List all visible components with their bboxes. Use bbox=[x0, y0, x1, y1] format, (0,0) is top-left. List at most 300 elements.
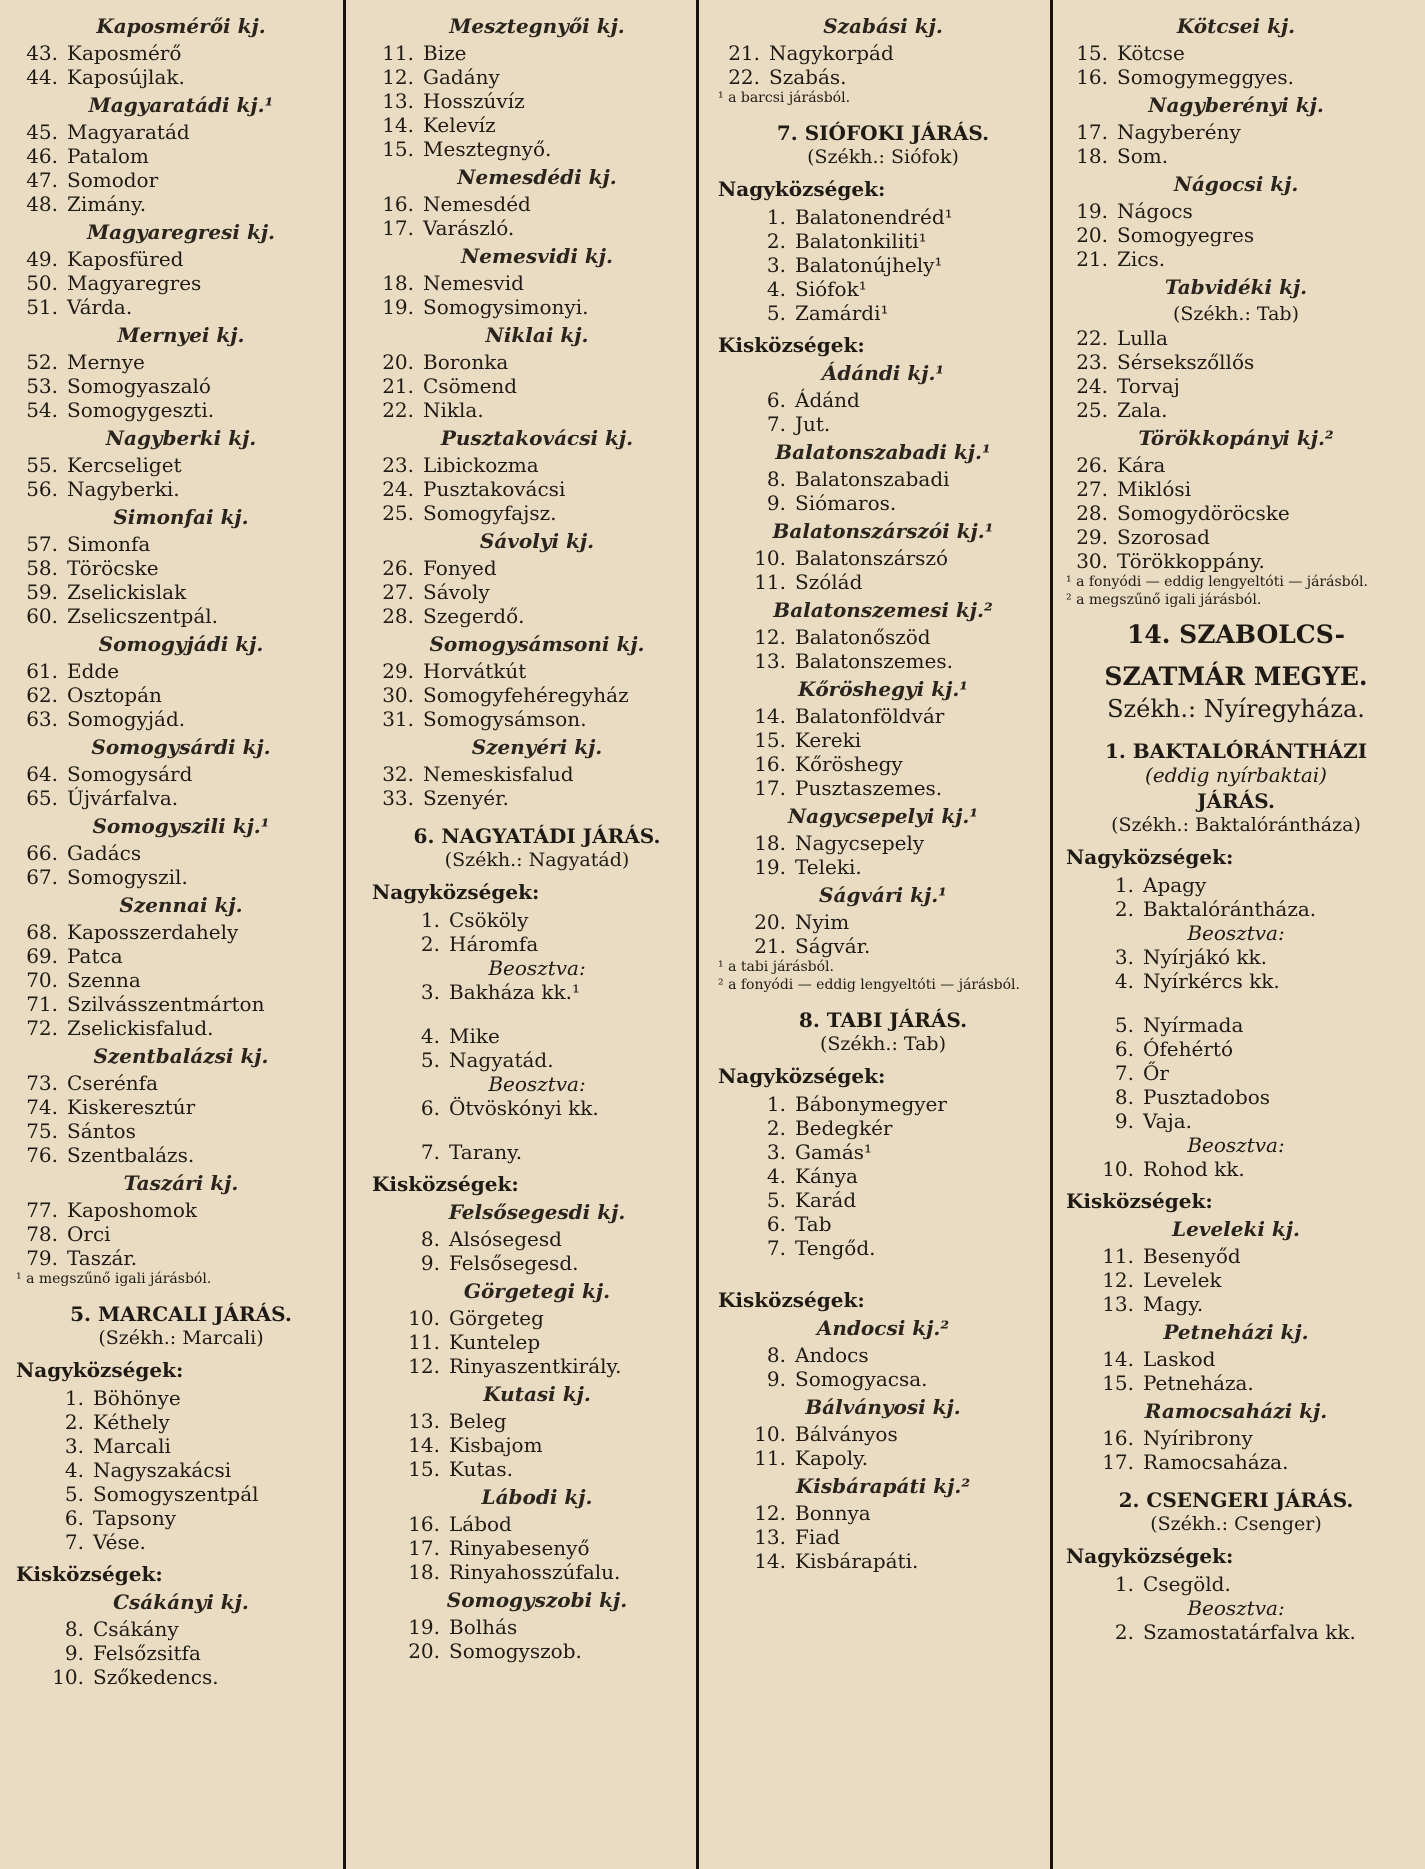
item-name: Böhönye bbox=[93, 1386, 181, 1410]
item-name: Zselicszentpál. bbox=[67, 604, 219, 628]
list-item bbox=[1066, 501, 1406, 525]
item-number: 47. bbox=[26, 168, 58, 192]
list-item bbox=[718, 752, 1048, 776]
item-name: Zics. bbox=[1117, 247, 1166, 271]
item-number: 13. bbox=[1102, 1292, 1134, 1316]
item-name: Pusztakovácsi bbox=[423, 477, 566, 501]
item-name: Libickozma bbox=[423, 453, 539, 477]
list-item bbox=[372, 41, 702, 65]
item-number: 23. bbox=[382, 453, 414, 477]
item-number: 18. bbox=[1076, 144, 1108, 168]
subdistrict-heading: Balatonszabadi kj.¹ bbox=[775, 440, 991, 464]
subdistrict-heading: Pusztakovácsi kj. bbox=[440, 426, 634, 450]
list-item bbox=[718, 1549, 1048, 1573]
item-number: 70. bbox=[26, 968, 58, 992]
item-number: 51. bbox=[26, 295, 58, 319]
item-number: 7. bbox=[1114, 1061, 1134, 1085]
list-item bbox=[1066, 1426, 1406, 1450]
list-item bbox=[372, 604, 702, 628]
list-item bbox=[718, 934, 1048, 958]
list-item bbox=[16, 453, 346, 477]
item-name: Alsósegesd bbox=[449, 1227, 562, 1251]
list-item bbox=[372, 1409, 702, 1433]
item-name: Orci bbox=[67, 1222, 111, 1246]
item-name: Rinyahosszúfalu. bbox=[449, 1560, 621, 1584]
list-item bbox=[718, 649, 1048, 673]
seat-label: (Székh.: Tab) bbox=[819, 1033, 946, 1055]
subdistrict-heading: Görgetegi kj. bbox=[463, 1279, 611, 1303]
item-number: 7. bbox=[64, 1530, 84, 1554]
list-item bbox=[372, 1536, 702, 1560]
list-item bbox=[718, 412, 1048, 436]
list-item bbox=[16, 1617, 346, 1641]
item-number: 74. bbox=[26, 1095, 58, 1119]
item-name: Lulla bbox=[1117, 326, 1168, 350]
list-item bbox=[372, 271, 702, 295]
item-name: Bálványos bbox=[795, 1422, 898, 1446]
list-item bbox=[16, 144, 346, 168]
list-item bbox=[372, 501, 702, 525]
item-number: 49. bbox=[26, 247, 58, 271]
item-name: Zamárdi¹ bbox=[795, 301, 889, 325]
list-item bbox=[718, 388, 1048, 412]
item-number: 26. bbox=[1076, 453, 1108, 477]
item-name: Kapoly. bbox=[795, 1446, 869, 1470]
list-item bbox=[1066, 1371, 1406, 1395]
spacer bbox=[718, 1260, 1048, 1280]
list-item bbox=[718, 1164, 1048, 1188]
item-name: Szőkedencs. bbox=[93, 1665, 219, 1689]
list-item bbox=[718, 570, 1048, 594]
item-name: Mesztegnyő. bbox=[423, 137, 552, 161]
list-item bbox=[16, 786, 346, 810]
item-number: 6. bbox=[1114, 1037, 1134, 1061]
item-name: Siófok¹ bbox=[795, 277, 867, 301]
list-item bbox=[718, 205, 1048, 229]
item-number: 17. bbox=[408, 1536, 440, 1560]
item-number: 9. bbox=[64, 1641, 84, 1665]
list-item bbox=[372, 707, 702, 731]
item-name: Csegöld. bbox=[1143, 1572, 1231, 1596]
list-item bbox=[718, 1525, 1048, 1549]
item-number: 30. bbox=[382, 683, 414, 707]
list-item bbox=[16, 659, 346, 683]
subdistrict-heading: Nemesvidi kj. bbox=[461, 244, 613, 268]
item-name: Nyírkércs kk. bbox=[1143, 969, 1280, 993]
item-number: 5. bbox=[766, 301, 786, 325]
list-item bbox=[1066, 1109, 1406, 1133]
item-name: Horvátkút bbox=[423, 659, 527, 683]
list-item bbox=[718, 467, 1048, 491]
list-item bbox=[718, 831, 1048, 855]
item-number: 10. bbox=[52, 1665, 84, 1689]
subdistrict-heading: Lábodi kj. bbox=[481, 1485, 593, 1509]
list-item bbox=[1066, 398, 1406, 422]
item-name: Somogyfajsz. bbox=[423, 501, 557, 525]
list-item bbox=[718, 1116, 1048, 1140]
list-item bbox=[16, 374, 346, 398]
item-name: Bize bbox=[423, 41, 467, 65]
county-heading: 14. SZABOLCS- bbox=[1126, 620, 1346, 649]
list-item bbox=[718, 1446, 1048, 1470]
item-name: Balatonszabadi bbox=[795, 467, 950, 491]
item-number: 8. bbox=[766, 1343, 786, 1367]
list-item bbox=[372, 1306, 702, 1330]
county-seat: Székh.: Nyíregyháza. bbox=[1107, 695, 1365, 723]
item-number: 28. bbox=[1076, 501, 1108, 525]
list-item bbox=[1066, 1244, 1406, 1268]
list-item bbox=[372, 137, 702, 161]
list-item bbox=[372, 1457, 702, 1481]
item-number: 22. bbox=[728, 65, 760, 89]
item-number: 14. bbox=[754, 1549, 786, 1573]
item-number: 13. bbox=[382, 89, 414, 113]
subdistrict-heading: Ságvári kj.¹ bbox=[819, 883, 947, 907]
item-name: Kiskeresztúr bbox=[67, 1095, 196, 1119]
list-item bbox=[1066, 873, 1406, 897]
item-number: 11. bbox=[408, 1330, 440, 1354]
list-item bbox=[718, 1501, 1048, 1525]
item-name: Somogyszil. bbox=[67, 865, 188, 889]
list-item bbox=[16, 707, 346, 731]
item-name: Zselickisfalud. bbox=[67, 1016, 214, 1040]
item-name: Laskod bbox=[1143, 1347, 1216, 1371]
note-label: Beosztva: bbox=[1187, 921, 1285, 945]
item-number: 16. bbox=[382, 192, 414, 216]
item-number: 27. bbox=[1076, 477, 1108, 501]
item-name: Balatonszárszó bbox=[795, 546, 949, 570]
list-item bbox=[16, 1198, 346, 1222]
item-number: 11. bbox=[382, 41, 414, 65]
subdistrict-heading: Szenyéri kj. bbox=[471, 735, 603, 759]
list-item bbox=[718, 65, 1048, 89]
district-heading: 5. MARCALI JÁRÁS. bbox=[70, 1302, 292, 1326]
list-item bbox=[16, 580, 346, 604]
list-item bbox=[16, 865, 346, 889]
item-number: 54. bbox=[26, 398, 58, 422]
item-number: 13. bbox=[408, 1409, 440, 1433]
item-name: Tapsony bbox=[93, 1506, 176, 1530]
district-heading: 7. SIÓFOKI JÁRÁS. bbox=[776, 121, 990, 145]
item-name: Lábod bbox=[449, 1512, 512, 1536]
subdistrict-heading: Balatonszárszói kj.¹ bbox=[772, 519, 994, 543]
item-name: Kereki bbox=[795, 728, 862, 752]
item-name: Magyaregres bbox=[67, 271, 202, 295]
item-number: 6. bbox=[766, 1212, 786, 1236]
list-item bbox=[16, 532, 346, 556]
item-name: Őr bbox=[1143, 1061, 1169, 1085]
item-number: 17. bbox=[1102, 1450, 1134, 1474]
list-item bbox=[1066, 1037, 1406, 1061]
subdistrict-heading: Ádándi kj.¹ bbox=[821, 361, 945, 385]
subdistrict-heading: Kötcsei kj. bbox=[1176, 14, 1296, 38]
item-number: 30. bbox=[1076, 549, 1108, 573]
note-label: Beosztva: bbox=[488, 956, 586, 980]
list-item bbox=[16, 1119, 346, 1143]
list-item bbox=[718, 1367, 1048, 1391]
list-item bbox=[16, 762, 346, 786]
item-number: 14. bbox=[382, 113, 414, 137]
item-name: Apagy bbox=[1143, 873, 1207, 897]
item-number: 1. bbox=[766, 1092, 786, 1116]
item-number: 8. bbox=[64, 1617, 84, 1641]
list-item bbox=[16, 841, 346, 865]
item-number: 21. bbox=[1076, 247, 1108, 271]
item-name: Sávoly bbox=[423, 580, 490, 604]
subdistrict-heading: Somogysámsoni kj. bbox=[429, 632, 645, 656]
item-number: 20. bbox=[408, 1639, 440, 1663]
section-label: Nagyközségek: bbox=[1066, 1544, 1234, 1568]
item-number: 76. bbox=[26, 1143, 58, 1167]
item-number: 8. bbox=[766, 467, 786, 491]
item-name: Balatonendréd¹ bbox=[795, 205, 953, 229]
list-item bbox=[1066, 1347, 1406, 1371]
item-number: 7. bbox=[766, 1236, 786, 1260]
item-number: 8. bbox=[420, 1227, 440, 1251]
item-number: 79. bbox=[26, 1246, 58, 1270]
subdistrict-heading: Mernyei kj. bbox=[117, 323, 245, 347]
item-name: Törökkoppány. bbox=[1117, 549, 1265, 573]
item-number: 2. bbox=[1114, 897, 1134, 921]
list-item bbox=[372, 932, 702, 956]
item-number: 16. bbox=[754, 752, 786, 776]
item-name: Nagykorpád bbox=[769, 41, 894, 65]
list-item bbox=[1066, 549, 1406, 573]
item-name: Háromfa bbox=[449, 932, 539, 956]
item-number: 72. bbox=[26, 1016, 58, 1040]
item-number: 20. bbox=[1076, 223, 1108, 247]
item-number: 1. bbox=[1114, 873, 1134, 897]
list-item bbox=[718, 1212, 1048, 1236]
item-name: Rinyaszentkirály. bbox=[449, 1354, 622, 1378]
list-item bbox=[16, 1641, 346, 1665]
subdistrict-heading: Csákányi kj. bbox=[113, 1590, 249, 1614]
item-name: Felsőzsitfa bbox=[93, 1641, 201, 1665]
list-item bbox=[16, 604, 346, 628]
item-name: Kára bbox=[1117, 453, 1166, 477]
item-name: Nágocs bbox=[1117, 199, 1193, 223]
item-number: 10. bbox=[754, 1422, 786, 1446]
item-name: Szentbalázs. bbox=[67, 1143, 195, 1167]
item-name: Fonyed bbox=[423, 556, 497, 580]
section-label: Kisközségek: bbox=[718, 1288, 865, 1312]
item-name: Nemeskisfalud bbox=[423, 762, 574, 786]
item-number: 13. bbox=[754, 1525, 786, 1549]
item-name: Bolhás bbox=[449, 1615, 518, 1639]
list-item bbox=[16, 1095, 346, 1119]
list-item bbox=[16, 350, 346, 374]
list-item bbox=[16, 1434, 346, 1458]
item-name: Nikla. bbox=[423, 398, 484, 422]
item-name: Zselickislak bbox=[67, 580, 187, 604]
spacer bbox=[1066, 993, 1406, 1013]
item-number: 43. bbox=[26, 41, 58, 65]
list-item bbox=[718, 253, 1048, 277]
list-item bbox=[718, 1236, 1048, 1260]
item-name: Marcali bbox=[93, 1434, 171, 1458]
item-number: 27. bbox=[382, 580, 414, 604]
subdistrict-heading: Somogyszili kj.¹ bbox=[92, 814, 270, 838]
seat-label: (Székh.: Nagyatád) bbox=[444, 849, 630, 871]
item-number: 16. bbox=[1076, 65, 1108, 89]
list-item bbox=[1066, 945, 1406, 969]
list-item bbox=[16, 1143, 346, 1167]
item-name: Nyim bbox=[795, 910, 850, 934]
item-name: Somogyaszaló bbox=[67, 374, 211, 398]
item-name: Vaja. bbox=[1143, 1109, 1193, 1133]
item-number: 46. bbox=[26, 144, 58, 168]
item-name: Somogyszentpál bbox=[93, 1482, 259, 1506]
item-name: Jut. bbox=[795, 412, 831, 436]
item-name: Balatonszemes. bbox=[795, 649, 953, 673]
seat-label: (Székh.: Tab) bbox=[1172, 303, 1299, 325]
item-name: Balatonkiliti¹ bbox=[795, 229, 927, 253]
footnote: ¹ a tabi járásból. bbox=[718, 959, 834, 975]
item-name: Somogysimonyi. bbox=[423, 295, 589, 319]
list-item bbox=[718, 625, 1048, 649]
item-name: Andocs bbox=[795, 1343, 869, 1367]
list-item bbox=[1066, 969, 1406, 993]
list-item bbox=[1066, 374, 1406, 398]
footnote: ¹ a barcsi járásból. bbox=[718, 90, 851, 106]
list-item bbox=[372, 1639, 702, 1663]
item-number: 5. bbox=[420, 1048, 440, 1072]
list-item bbox=[718, 1140, 1048, 1164]
section-label: Nagyközségek: bbox=[372, 880, 540, 904]
list-item bbox=[372, 1024, 702, 1048]
item-name: Töröcske bbox=[67, 556, 159, 580]
section-label: Kisközségek: bbox=[16, 1562, 163, 1586]
footnote: ² a fonyódi — eddig lengyeltóti — járásból. bbox=[718, 977, 1020, 993]
item-name: Kaposfüred bbox=[67, 247, 184, 271]
list-item bbox=[1066, 477, 1406, 501]
item-name: Karád bbox=[795, 1188, 857, 1212]
item-name: Edde bbox=[67, 659, 120, 683]
item-number: 52. bbox=[26, 350, 58, 374]
seat-label: (Székh.: Siófok) bbox=[807, 146, 959, 168]
item-number: 21. bbox=[728, 41, 760, 65]
item-name: Szegerdő. bbox=[423, 604, 525, 628]
item-name: Újvárfalva. bbox=[67, 786, 179, 810]
item-number: 9. bbox=[766, 1367, 786, 1391]
list-item bbox=[372, 980, 702, 1004]
list-item bbox=[1066, 326, 1406, 350]
item-number: 2. bbox=[766, 229, 786, 253]
item-name: Nagyberény bbox=[1117, 120, 1241, 144]
item-number: 15. bbox=[408, 1457, 440, 1481]
item-number: 12. bbox=[408, 1354, 440, 1378]
item-number: 4. bbox=[64, 1458, 84, 1482]
item-name: Nagycsepely bbox=[795, 831, 925, 855]
item-name: Szorosad bbox=[1117, 525, 1210, 549]
item-name: Miklósi bbox=[1117, 477, 1192, 501]
subdistrict-heading: Kutasi kj. bbox=[483, 1382, 591, 1406]
item-name: Nagyberki. bbox=[67, 477, 180, 501]
footnote: ² a megszűnő igali járásból. bbox=[1066, 592, 1262, 608]
subdistrict-heading: Niklai kj. bbox=[485, 323, 589, 347]
item-name: Nyírmada bbox=[1143, 1013, 1244, 1037]
list-item bbox=[718, 301, 1048, 325]
list-item bbox=[16, 192, 346, 216]
item-number: 5. bbox=[1114, 1013, 1134, 1037]
list-item bbox=[1066, 897, 1406, 921]
item-number: 14. bbox=[1102, 1347, 1134, 1371]
list-item bbox=[1066, 120, 1406, 144]
item-number: 16. bbox=[1102, 1426, 1134, 1450]
item-name: Fiad bbox=[795, 1525, 840, 1549]
item-number: 7. bbox=[766, 412, 786, 436]
list-item bbox=[16, 1016, 346, 1040]
list-item bbox=[718, 704, 1048, 728]
district-heading: JÁRÁS. bbox=[1197, 789, 1275, 813]
item-number: 1. bbox=[64, 1386, 84, 1410]
list-item bbox=[718, 491, 1048, 515]
list-item bbox=[1066, 223, 1406, 247]
item-name: Nemesvid bbox=[423, 271, 524, 295]
subdistrict-heading: Magyaregresi kj. bbox=[86, 220, 276, 244]
item-number: 59. bbox=[26, 580, 58, 604]
text-column-4 bbox=[1066, 10, 1406, 1644]
item-number: 18. bbox=[382, 271, 414, 295]
item-name: Osztopán bbox=[67, 683, 162, 707]
item-name: Som. bbox=[1117, 144, 1169, 168]
county-heading: SZATMÁR MEGYE. bbox=[1104, 662, 1368, 691]
item-number: 77. bbox=[26, 1198, 58, 1222]
item-name: Ófehértó bbox=[1143, 1037, 1233, 1061]
list-item bbox=[16, 1665, 346, 1689]
item-number: 61. bbox=[26, 659, 58, 683]
list-item bbox=[16, 168, 346, 192]
item-number: 65. bbox=[26, 786, 58, 810]
item-number: 24. bbox=[1076, 374, 1108, 398]
list-item bbox=[16, 477, 346, 501]
item-name: Tengőd. bbox=[795, 1236, 876, 1260]
subdistrict-heading: Nágocsi kj. bbox=[1173, 172, 1299, 196]
list-item bbox=[1066, 1620, 1406, 1644]
item-name: Szamostatárfalva kk. bbox=[1143, 1620, 1356, 1644]
list-item bbox=[16, 398, 346, 422]
item-number: 19. bbox=[754, 855, 786, 879]
subdistrict-heading: Sávolyi kj. bbox=[479, 529, 595, 553]
list-item bbox=[16, 1071, 346, 1095]
list-item bbox=[372, 556, 702, 580]
item-number: 13. bbox=[754, 649, 786, 673]
list-item bbox=[718, 910, 1048, 934]
section-label: Nagyközségek: bbox=[16, 1358, 184, 1382]
list-item bbox=[1066, 247, 1406, 271]
item-number: 17. bbox=[1076, 120, 1108, 144]
item-number: 5. bbox=[766, 1188, 786, 1212]
list-item bbox=[372, 1251, 702, 1275]
list-item bbox=[372, 295, 702, 319]
list-item bbox=[16, 556, 346, 580]
item-name: Kaposújlak. bbox=[67, 65, 185, 89]
section-label: Kisközségek: bbox=[372, 1172, 519, 1196]
district-heading: 6. NAGYATÁDI JÁRÁS. bbox=[413, 824, 661, 848]
list-item bbox=[718, 776, 1048, 800]
item-number: 4. bbox=[420, 1024, 440, 1048]
list-item bbox=[372, 398, 702, 422]
item-number: 19. bbox=[1076, 199, 1108, 223]
district-heading: 2. CSENGERI JÁRÁS. bbox=[1118, 1488, 1354, 1512]
item-name: Szenna bbox=[67, 968, 141, 992]
item-number: 29. bbox=[1076, 525, 1108, 549]
item-number: 11. bbox=[754, 570, 786, 594]
item-name: Teleki. bbox=[795, 855, 862, 879]
item-number: 4. bbox=[766, 277, 786, 301]
item-number: 1. bbox=[420, 908, 440, 932]
list-item bbox=[16, 1410, 346, 1434]
